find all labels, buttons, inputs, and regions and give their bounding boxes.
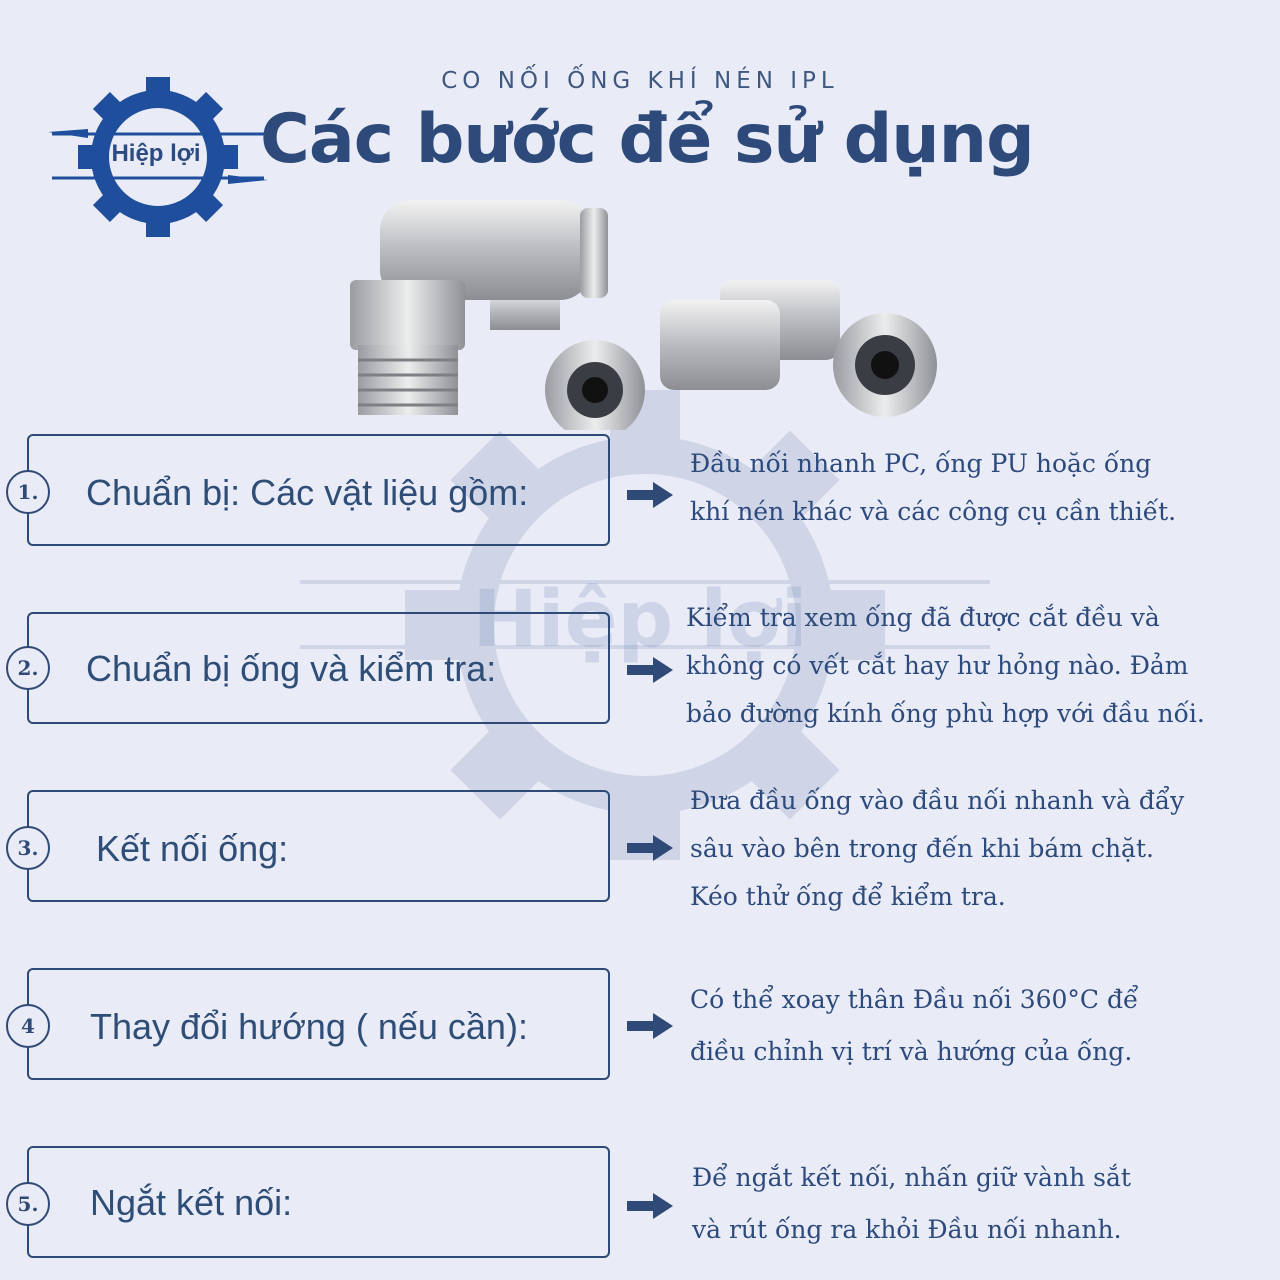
step-4-arrow-icon (627, 1013, 673, 1039)
step-1-number: 1. (6, 470, 50, 514)
brand-logo-text: Hiệp lợi (111, 140, 201, 167)
step-5-arrow-icon (627, 1193, 673, 1219)
step-4-label: Thay đổi hướng ( nếu cần): (90, 1006, 528, 1047)
step-1-description-line: Đầu nối nhanh PC, ống PU hoặc ống (690, 449, 1152, 478)
step-2-description-line: không có vết cắt hay hư hỏng nào. Đảm (686, 651, 1189, 680)
step-3-arrow-icon (627, 835, 673, 861)
step-2-description-line: Kiểm tra xem ống đã được cắt đều và (686, 603, 1160, 632)
step-3-description-line: Đưa đầu ống vào đầu nối nhanh và đẩy (690, 786, 1185, 815)
step-5-label: Ngắt kết nối: (90, 1182, 293, 1223)
step-3-label: Kết nối ống: (96, 828, 289, 869)
page-title: Các bước để sử dụng (260, 100, 1034, 179)
step-1-description (690, 440, 1176, 536)
step-2-description-line: bảo đường kính ống phù hợp với đầu nối. (686, 699, 1205, 728)
product-fittings-image (330, 180, 950, 430)
watermark-text: Hiệp lợi (472, 575, 808, 665)
step-5-number: 5. (6, 1182, 50, 1226)
step-1-label: Chuẩn bị: Các vật liệu gồm: (86, 472, 529, 513)
page-eyebrow: CO NỐI ỐNG KHÍ NÉN IPL (441, 68, 839, 94)
step-4-description-line: Có thể xoay thân Đầu nối 360°C để (690, 985, 1139, 1014)
step-5-description-line: và rút ống ra khỏi Đầu nối nhanh. (692, 1215, 1122, 1244)
step-2-number: 2. (6, 646, 50, 690)
step-5-description (692, 1152, 1131, 1256)
step-3-description (690, 777, 1184, 921)
step-5-description-line: Để ngắt kết nối, nhấn giữ vành sắt (692, 1163, 1131, 1192)
step-1-arrow-icon (627, 482, 673, 508)
step-3-number: 3. (6, 826, 50, 870)
step-4-description (690, 974, 1138, 1078)
step-2-label: Chuẩn bị ống và kiểm tra: (86, 648, 497, 689)
step-3-description-line: sâu vào bên trong đến khi bám chặt. (690, 834, 1154, 863)
step-2-description (686, 594, 1205, 738)
step-1-description-line: khí nén khác và các công cụ cần thiết. (690, 497, 1177, 526)
step-4-number: 4 (6, 1004, 50, 1048)
step-3-description-line: Kéo thử ống để kiểm tra. (690, 882, 1006, 911)
step-2-arrow-icon (627, 657, 673, 683)
step-4-description-line: điều chỉnh vị trí và hướng của ống. (690, 1037, 1133, 1066)
